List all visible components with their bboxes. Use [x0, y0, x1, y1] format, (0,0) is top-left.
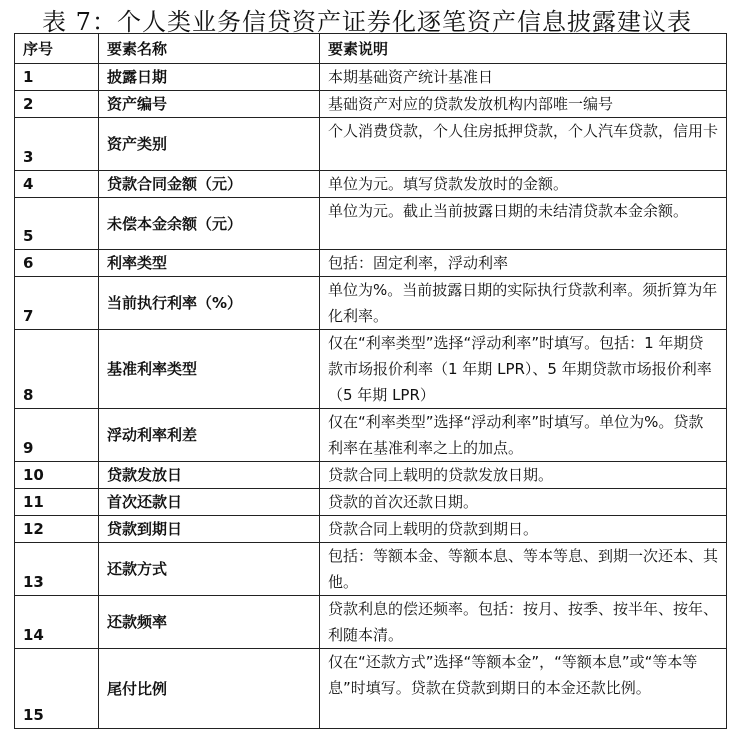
table-row — [15, 596, 727, 649]
element-description: 单位为元。填写贷款发放时的金额。 — [320, 171, 727, 198]
element-description: 单位为元。截止当前披露日期的未结清贷款本金余额。 — [320, 198, 727, 250]
row-number: 5 — [15, 198, 99, 250]
element-name: 贷款到期日 — [99, 516, 320, 543]
element-name: 尾付比例 — [99, 649, 320, 729]
table-row — [15, 543, 727, 596]
table-row — [15, 409, 727, 462]
table-row — [15, 64, 727, 91]
element-name: 披露日期 — [99, 64, 320, 91]
table-row — [15, 171, 727, 198]
element-description: 包括：等额本金、等额本息、等本等息、到期一次还本、其他。 — [320, 543, 727, 596]
row-number: 8 — [15, 330, 99, 409]
row-number: 13 — [15, 543, 99, 596]
element-description: 单位为%。当前披露日期的实际执行贷款利率。须折算为年化利率。 — [320, 277, 727, 330]
row-number: 10 — [15, 462, 99, 489]
element-description: 仅在“利率类型”选择“浮动利率”时填写。单位为%。贷款利率在基准利率之上的加点。 — [320, 409, 727, 462]
table-row — [15, 516, 727, 543]
header-no: 序号 — [15, 34, 99, 64]
element-description: 贷款合同上载明的贷款到期日。 — [320, 516, 727, 543]
element-name: 未偿本金余额（元） — [99, 198, 320, 250]
table-header-row — [15, 34, 727, 64]
table-row — [15, 649, 727, 729]
row-number: 3 — [15, 118, 99, 171]
table-row — [15, 118, 727, 171]
table-row — [15, 330, 727, 409]
element-description: 仅在“还款方式”选择“等额本金”，“等额本息”或“等本等息”时填写。贷款在贷款到期日的本金还款比例。 — [320, 649, 727, 729]
row-number: 11 — [15, 489, 99, 516]
element-description: 本期基础资产统计基准日 — [320, 64, 727, 91]
element-name: 资产类别 — [99, 118, 320, 171]
element-name: 当前执行利率（%） — [99, 277, 320, 330]
table-row — [15, 277, 727, 330]
element-description: 仅在“利率类型”选择“浮动利率”时填写。包括：1 年期贷款市场报价利率（1 年期 LPR）、5 年期贷款市场报价利率（5 年期 LPR） — [320, 330, 727, 409]
element-description: 包括：固定利率，浮动利率 — [320, 250, 727, 277]
table-row — [15, 198, 727, 250]
row-number: 12 — [15, 516, 99, 543]
element-description: 贷款利息的偿还频率。包括：按月、按季、按半年、按年、利随本清。 — [320, 596, 727, 649]
element-description: 贷款合同上载明的贷款发放日期。 — [320, 462, 727, 489]
element-name: 还款频率 — [99, 596, 320, 649]
header-desc: 要素说明 — [320, 34, 727, 64]
element-description: 基础资产对应的贷款发放机构内部唯一编号 — [320, 91, 727, 118]
table-row — [15, 250, 727, 277]
row-number: 15 — [15, 649, 99, 729]
table-row — [15, 91, 727, 118]
row-number: 4 — [15, 171, 99, 198]
table-row — [15, 489, 727, 516]
element-name: 还款方式 — [99, 543, 320, 596]
table-row — [15, 462, 727, 489]
row-number: 2 — [15, 91, 99, 118]
row-number: 14 — [15, 596, 99, 649]
element-name: 资产编号 — [99, 91, 320, 118]
element-name: 贷款发放日 — [99, 462, 320, 489]
row-number: 6 — [15, 250, 99, 277]
table-title: 表 7：个人类业务信贷资产证券化逐笔资产信息披露建议表 — [42, 8, 692, 36]
element-name: 浮动利率利差 — [99, 409, 320, 462]
row-number: 1 — [15, 64, 99, 91]
element-name: 首次还款日 — [99, 489, 320, 516]
row-number: 7 — [15, 277, 99, 330]
element-name: 贷款合同金额（元） — [99, 171, 320, 198]
element-description: 个人消费贷款，个人住房抵押贷款，个人汽车贷款，信用卡 — [320, 118, 727, 171]
disclosure-table — [14, 33, 727, 729]
element-description: 贷款的首次还款日期。 — [320, 489, 727, 516]
row-number: 9 — [15, 409, 99, 462]
header-name: 要素名称 — [99, 34, 320, 64]
element-name: 利率类型 — [99, 250, 320, 277]
element-name: 基准利率类型 — [99, 330, 320, 409]
